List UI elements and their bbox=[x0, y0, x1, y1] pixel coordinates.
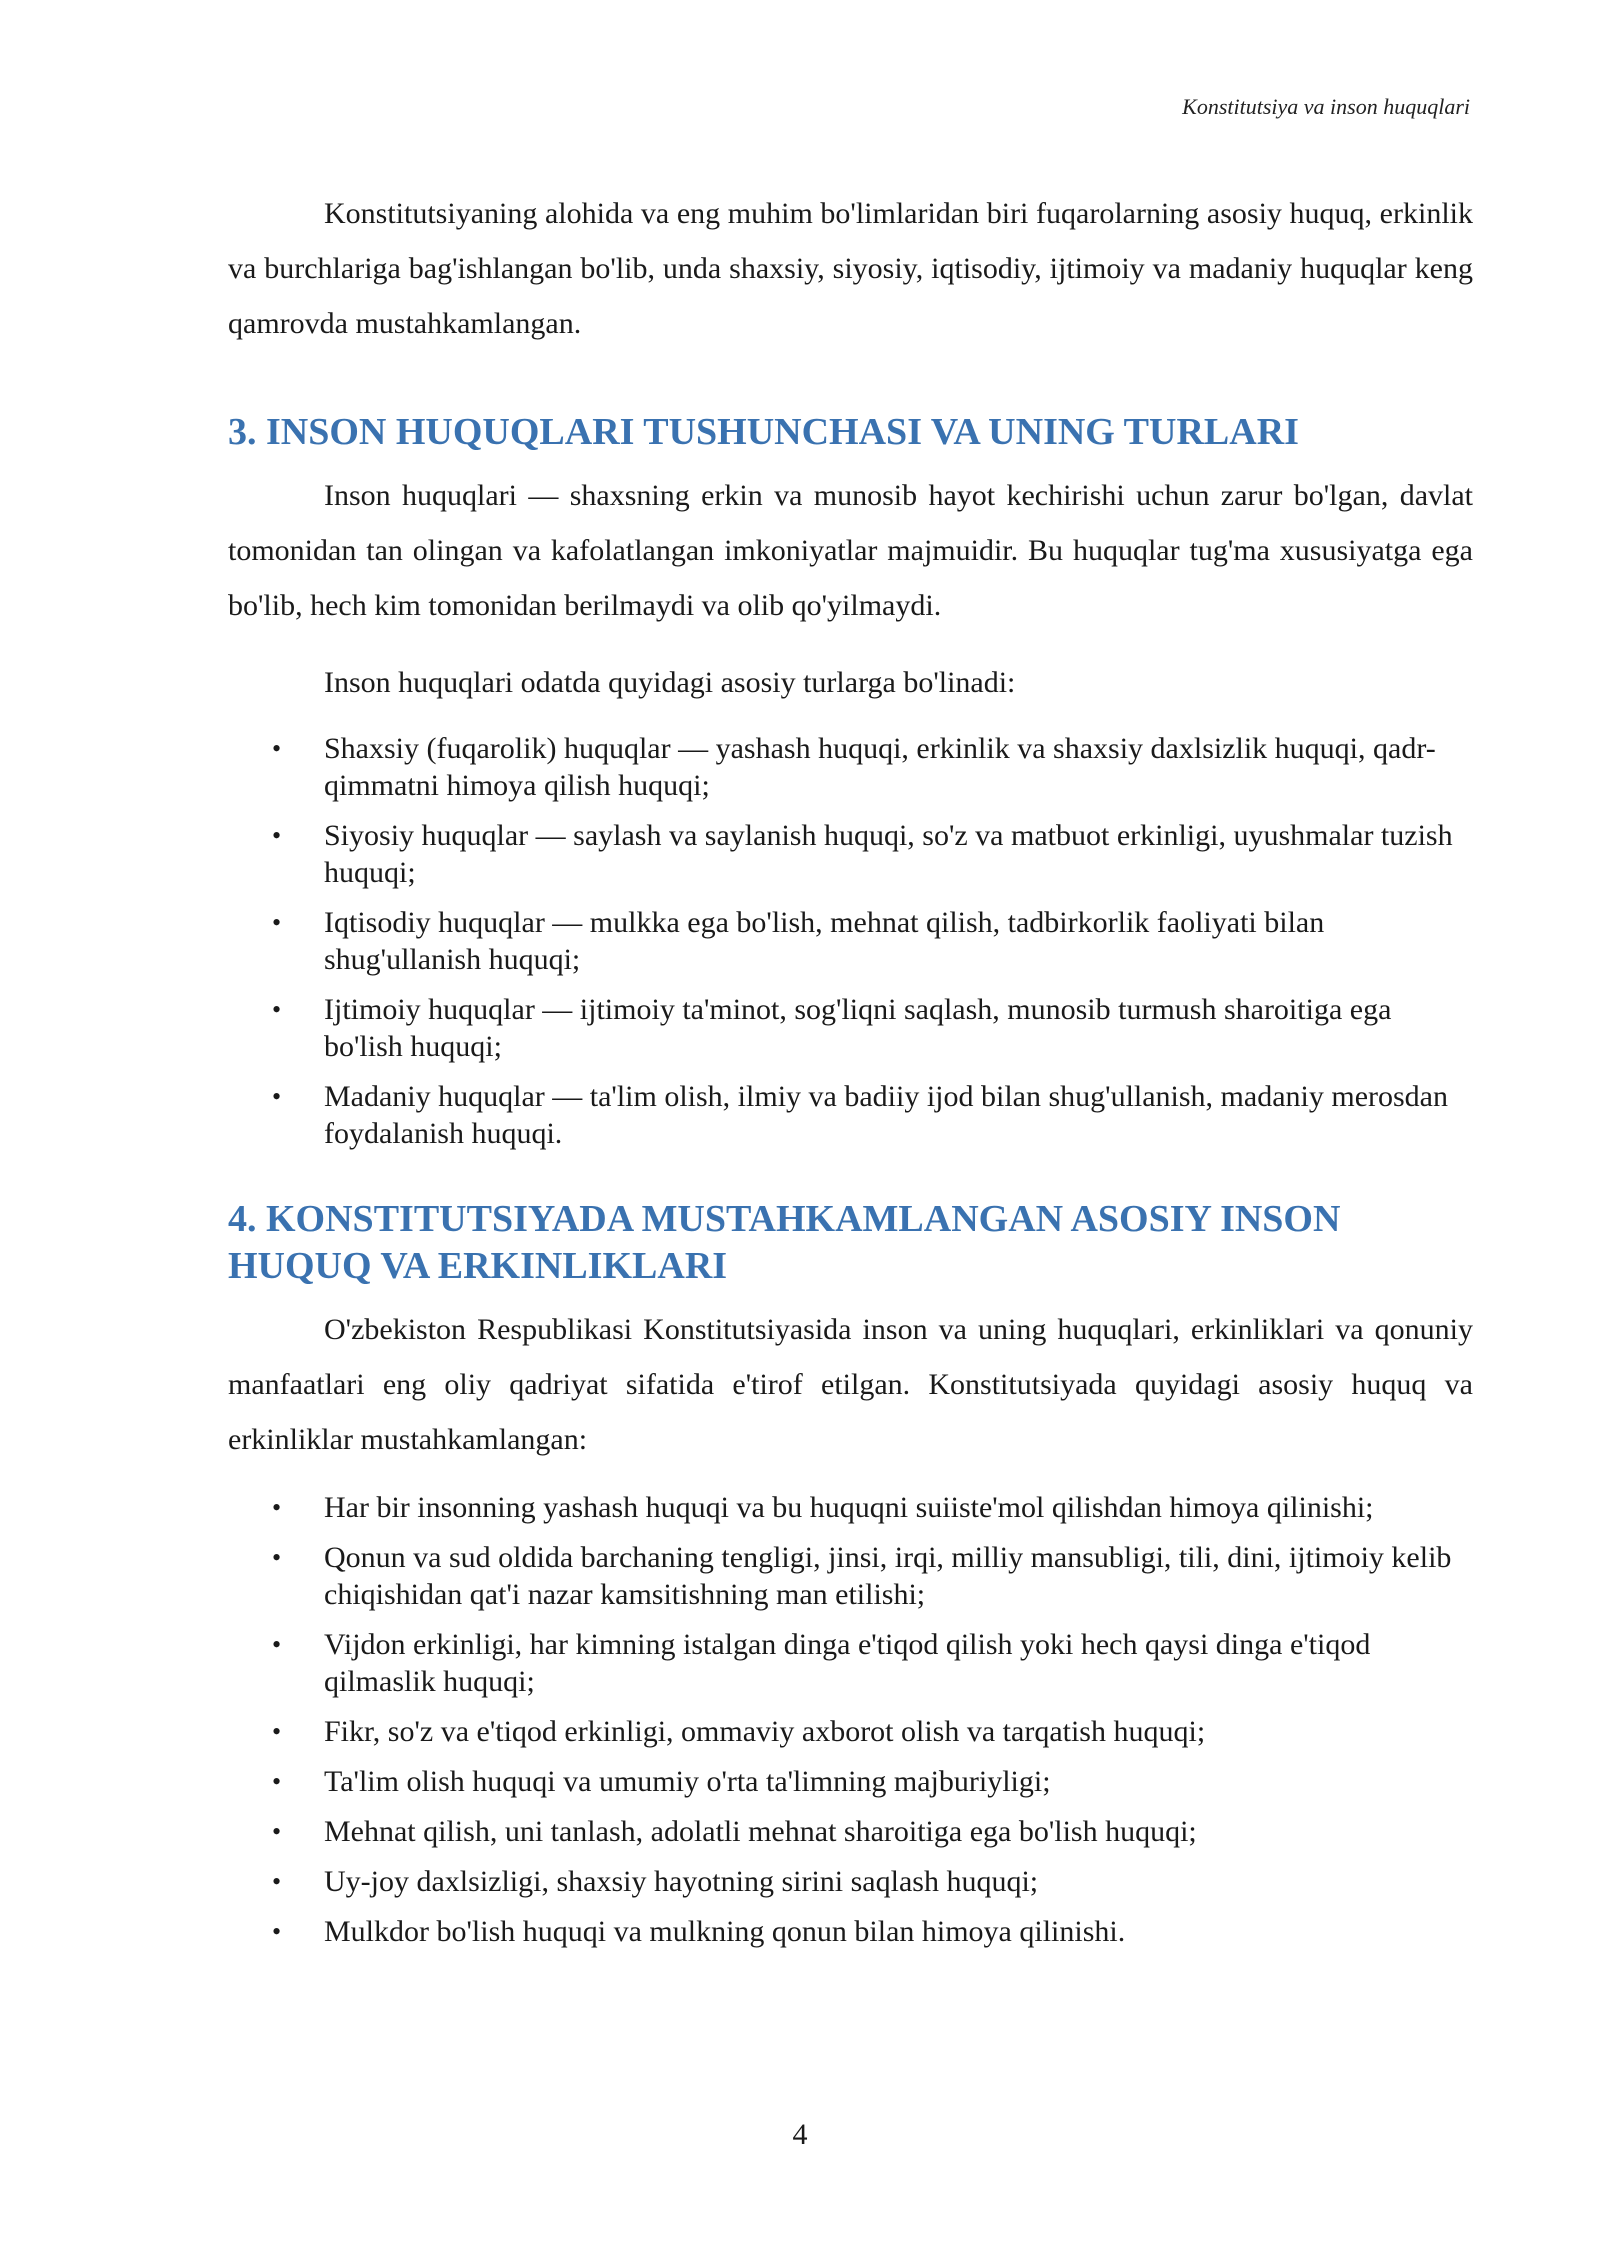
bullet-icon: • bbox=[272, 821, 282, 850]
list-item: • Shaxsiy (fuqarolik) huquqlar — yashash huquqi, erkinlik va shaxsiy daxlsizlik huquqi, qadr-qimmatni himoya qilish huquqi; bbox=[272, 732, 1436, 802]
list-item: • Madaniy huquqlar — ta'lim olish, ilmiy va badiiy ijod bilan shug'ullanish, madaniy merosdan foydalanish huquqi. bbox=[272, 1080, 1448, 1150]
list-item: • Iqtisodiy huquqlar — mulkka ega bo'lish, mehnat qilish, tadbirkorlik faoliyati bilan shug'ullanish huquqi; bbox=[272, 906, 1325, 976]
list-item: • Ijtimoiy huquqlar — ijtimoiy ta'minot, sog'liqni saqlash, munosib turmush sharoitiga ega bo'lish huquqi; bbox=[272, 993, 1392, 1063]
list-item: • Mehnat qilish, uni tanlash, adolatli mehnat sharoitiga ega bo'lish huquqi; bbox=[272, 1815, 1197, 1848]
page-content bbox=[228, 186, 1473, 1963]
constitutional-rights-list bbox=[228, 1489, 1473, 1950]
section-3-list-intro: Inson huquqlari odatda quyidagi asosiy turlarga bo'linadi: bbox=[324, 666, 1016, 699]
bullet-icon: • bbox=[272, 1767, 282, 1796]
list-item: • Siyosiy huquqlar — saylash va saylanish huquqi, so'z va matbuot erkinligi, uyushmalar tuzish huquqi; bbox=[272, 819, 1453, 889]
bullet-icon: • bbox=[272, 1630, 282, 1659]
section-4-heading-line1: 4. KONSTITUTSIYADA MUSTAHKAMLANGAN ASOSIY INSON bbox=[228, 1198, 1341, 1240]
bullet-icon: • bbox=[272, 1917, 282, 1946]
section-4-heading bbox=[228, 1196, 1473, 1290]
section-3-heading: 3. INSON HUQUQLARI TUSHUNCHASI VA UNING TURLARI bbox=[228, 411, 1299, 453]
list-item: • Ta'lim olish huquqi va umumiy o'rta ta'limning majburiyligi; bbox=[272, 1765, 1051, 1798]
bullet-icon: • bbox=[272, 1543, 282, 1572]
bullet-icon: • bbox=[272, 1493, 282, 1522]
bullet-icon: • bbox=[272, 734, 282, 763]
list-item: • Vijdon erkinligi, har kimning istalgan dinga e'tiqod qilish yoki hech qaysi dinga e'tiqod qilmaslik huquqi; bbox=[272, 1628, 1371, 1698]
list-item: • Uy-joy daxlsizligi, shaxsiy hayotning sirini saqlash huquqi; bbox=[272, 1865, 1039, 1898]
section-3-paragraph: Inson huquqlari — shaxsning erkin va munosib hayot kechirishi uchun zarur bo'lgan, davlat tomonidan tan olingan va kafolatlangan imkoniyatlar majmuidir. Bu huquqlar tug'ma xususiyatga ega bo'lib, hech kim tomonidan berilmaydi va olib qo'yilmaydi. bbox=[228, 479, 1473, 622]
list-item: • Mulkdor bo'lish huquqi va mulkning qonun bilan himoya qilinishi. bbox=[272, 1915, 1126, 1948]
bullet-icon: • bbox=[272, 1082, 282, 1111]
section-4-paragraph: O'zbekiston Respublikasi Konstitutsiyasida inson va uning huquqlari, erkinliklari va qonuniy manfaatlari eng oliy qadriyat sifatida e'tirof etilgan. Konstitutsiyada quyidagi asosiy huquq va erkinliklar mustahkamlangan: bbox=[228, 1313, 1473, 1456]
bullet-icon: • bbox=[272, 908, 282, 937]
intro-paragraph: Konstitutsiyaning alohida va eng muhim bo'limlaridan biri fuqarolarning asosiy huquq, erkinlik va burchlariga bag'ishlangan bo'lib, unda shaxsiy, siyosiy, iqtisodiy, ijtimoiy va madaniy huquqlar keng qamrovda mustahkamlangan. bbox=[228, 197, 1473, 340]
bullet-icon: • bbox=[272, 1717, 282, 1746]
rights-types-list bbox=[228, 730, 1473, 1152]
bullet-icon: • bbox=[272, 1817, 282, 1846]
bullet-icon: • bbox=[272, 995, 282, 1024]
running-header: Konstitutsiya va inson huquqlari bbox=[1182, 94, 1470, 119]
list-item: • Har bir insonning yashash huquqi va bu huquqni suiiste'mol qilishdan himoya qilinishi; bbox=[272, 1491, 1374, 1524]
list-item: • Fikr, so'z va e'tiqod erkinligi, ommaviy axborot olish va tarqatish huquqi; bbox=[272, 1715, 1206, 1748]
page-number: 4 bbox=[792, 2118, 808, 2151]
bullet-icon: • bbox=[272, 1867, 282, 1896]
list-item: • Qonun va sud oldida barchaning tengligi, jinsi, irqi, milliy mansubligi, tili, dini, ijtimoiy kelib chiqishidan qat'i nazar kamsitishning man etilishi; bbox=[272, 1541, 1452, 1611]
section-4-heading-line2: HUQUQ VA ERKINLIKLARI bbox=[228, 1245, 728, 1287]
